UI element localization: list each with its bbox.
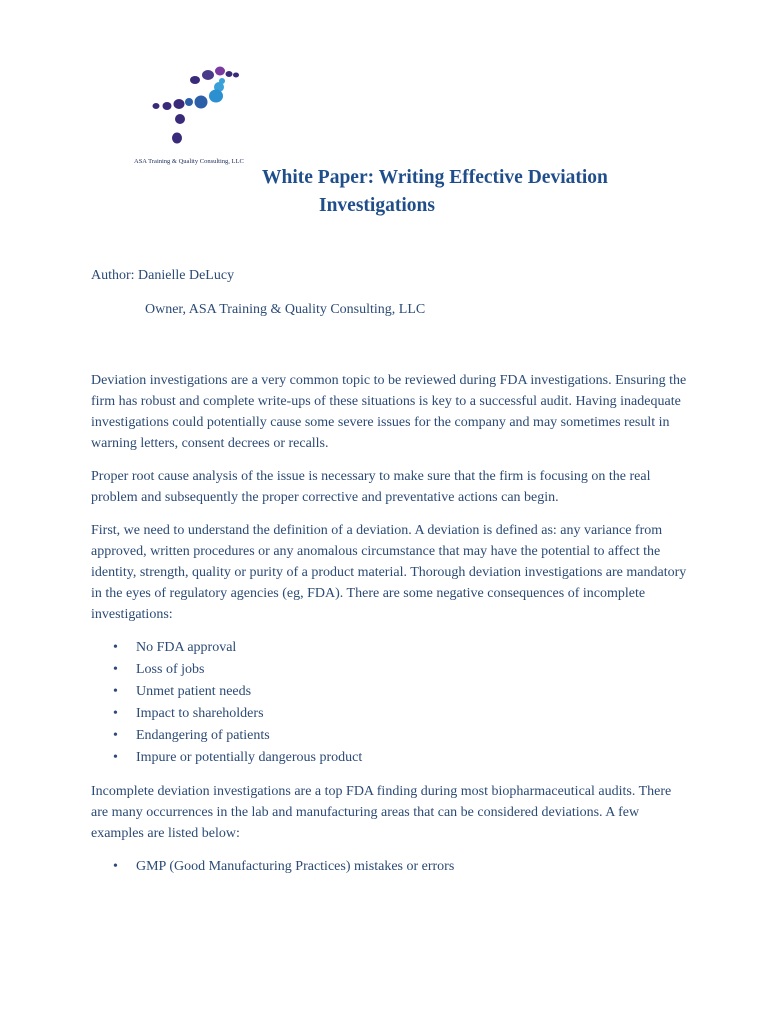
title-line-2: Investigations (319, 195, 435, 216)
list-item: • No FDA approval (91, 637, 691, 659)
bullet-icon: • (113, 728, 118, 743)
list-item: • Impure or potentially dangerous product (91, 747, 691, 769)
bullet-icon: • (113, 640, 118, 655)
bullet-icon: • (113, 859, 118, 874)
author-role: Owner, ASA Training & Quality Consulting, LLC (145, 302, 426, 317)
list-item: • Endangering of patients (91, 725, 691, 747)
paragraph-root-cause: Proper root cause analysis of the issue is necessary to make sure that the firm is focusing on the real problem and subsequently the proper corrective and preventative actions can begin. (91, 469, 651, 505)
company-logo (134, 54, 262, 172)
bullet-icon: • (113, 750, 118, 765)
title-line-1: White Paper: Writing Effective Deviation (262, 167, 608, 188)
dot-arrow-logo-icon (134, 54, 262, 158)
bullet-icon: • (113, 662, 118, 677)
logo-caption: ASA Training & Quality Consulting, LLC (134, 158, 244, 165)
bullet-icon: • (113, 684, 118, 699)
list-item: • Unmet patient needs (91, 681, 691, 703)
list-item: • GMP (Good Manufacturing Practices) mistakes or errors (91, 856, 691, 878)
bullet-icon: • (113, 706, 118, 721)
paragraph-examples-intro: Incomplete deviation investigations are a top FDA finding during most biopharmaceutical audits. There are many occurrences in the lab and manufacturing areas that can be considered deviations. A few examples are listed below: (91, 784, 672, 841)
list-item: • Impact to shareholders (91, 703, 691, 725)
paragraph-intro: Deviation investigations are a very common topic to be reviewed during FDA investigations. Ensuring the firm has robust and complete write-ups of these situations is key to a successful audit. Having inadequate investigations could potentially cause some severe issues for the company and may sometimes result in warning letters, consent decrees or recalls. (91, 373, 687, 451)
examples-list (91, 856, 691, 878)
consequences-list (91, 637, 691, 769)
document-body (91, 370, 691, 890)
list-item: • Loss of jobs (91, 659, 691, 681)
paragraph-definition: First, we need to understand the definition of a deviation. A deviation is defined as: any variance from approved, written procedures or any anomalous circumstance that may have the potential to affect the identity, strength, quality or purity of a product material. Thorough deviation investigations are mandatory in the eyes of regulatory agencies (eg, FDA). There are some negative consequences of incomplete investigations: (91, 523, 687, 622)
author-line: Author: Danielle DeLucy (91, 268, 235, 283)
